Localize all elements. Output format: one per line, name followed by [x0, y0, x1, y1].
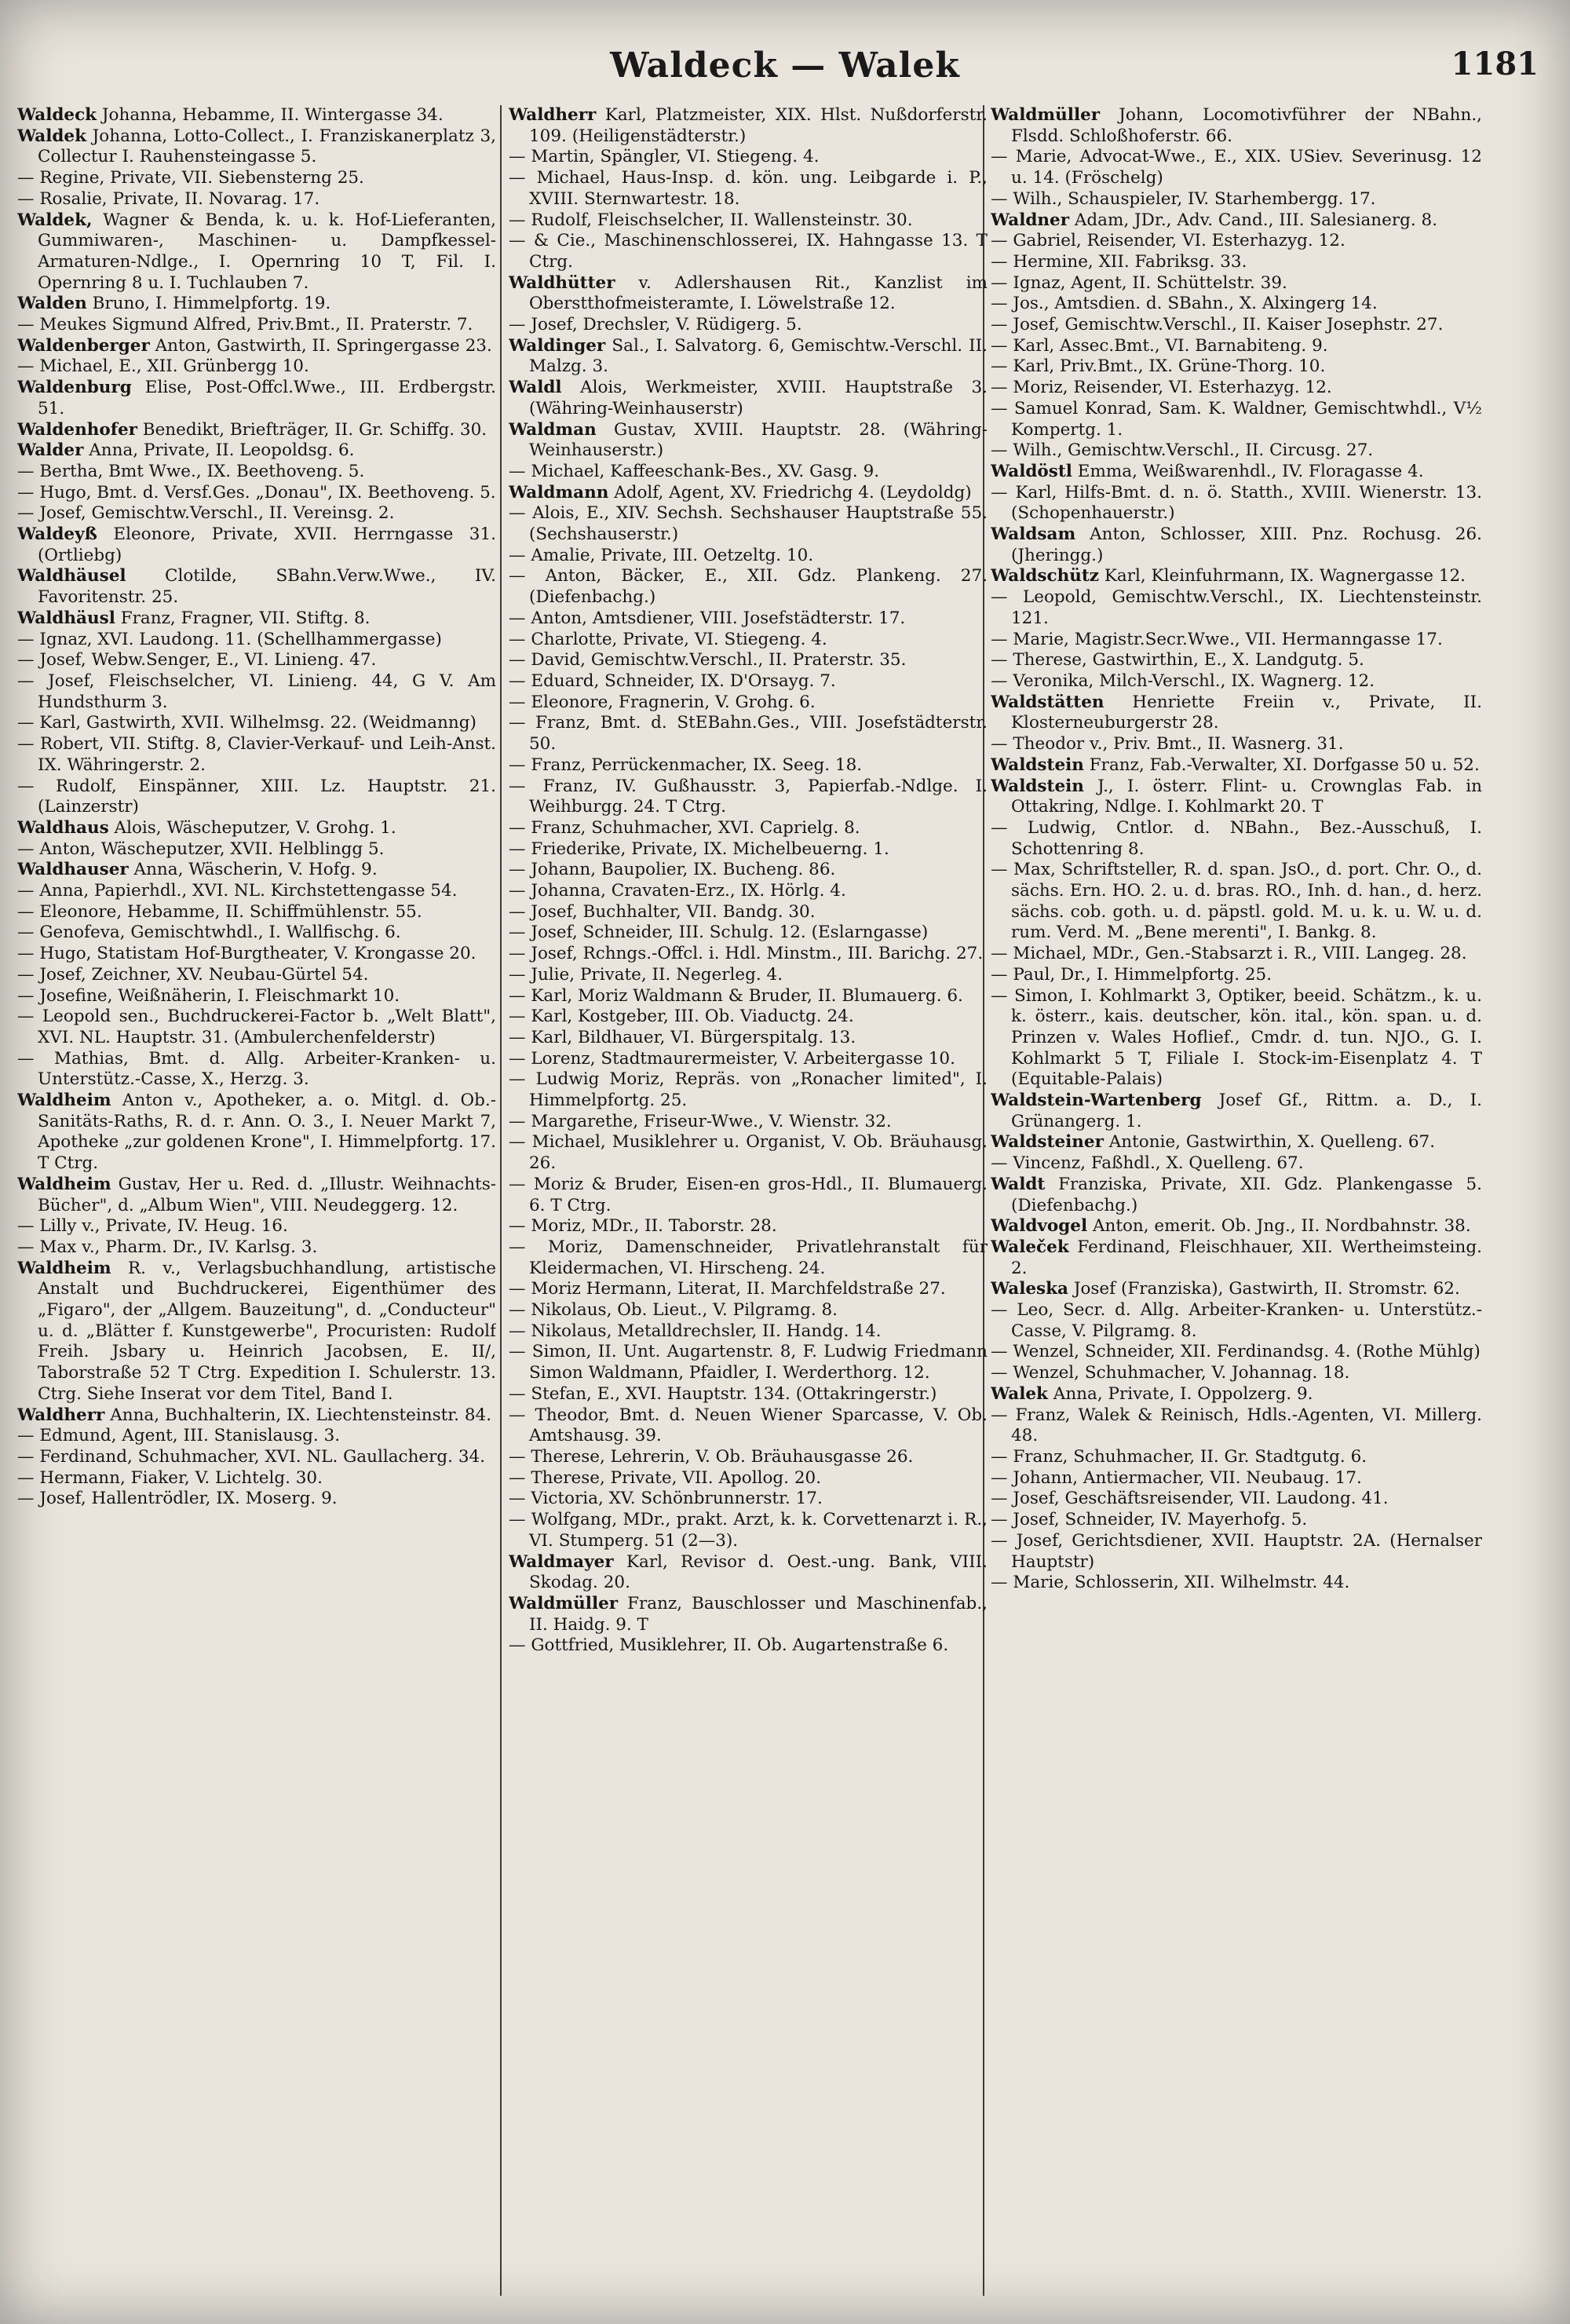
directory-entry: — Therese, Lehrerin, V. Ob. Bräuhausgasse 26.: [509, 1447, 914, 1467]
directory-entry: — Marie, Schlosserin, XII. Wilhelmstr. 44.: [991, 1573, 1350, 1593]
directory-entry: — Julie, Private, II. Negerleg. 4.: [509, 964, 783, 985]
directory-entry: Waldhauser Anna, Wäscherin, V. Hofg. 9.: [17, 860, 378, 880]
directory-entry: — Franz, Bmt. d. StEBahn.Ges., VIII. Josefstädterstr. 50.: [509, 713, 988, 755]
directory-entry: — Franz, IV. Gußhausstr. 3, Papierfab.-Ndlge. I. Weihburgg. 24. T Ctrg.: [509, 776, 988, 817]
directory-entry: — David, Gemischtw.Verschl., II. Praterstr. 35.: [509, 650, 907, 671]
directory-entry: — Johann, Antiermacher, VII. Neubaug. 17.: [991, 1467, 1362, 1488]
running-head: Waldeck — Walek: [610, 46, 960, 86]
directory-entry: — Marie, Advocat-Wwe., E., XIX. USiev. Severinusg. 12 u. 14. (Fröschelg): [991, 147, 1482, 188]
directory-entry: — Eleonore, Fragnerin, V. Grohg. 6.: [509, 692, 816, 712]
directory-entry: — Josef, Rchngs.-Offcl. i. Hdl. Minstm., III. Barichg. 27.: [509, 944, 984, 964]
directory-entry: — Moriz, Damenschneider, Privatlehranstalt für Kleidermachen, VI. Hirscheng. 24.: [509, 1237, 988, 1278]
directory-entry: — Josef, Gemischtw.Verschl., II. Vereinsg. 2.: [17, 503, 395, 524]
directory-entry: Waldeck Johanna, Hebamme, II. Wintergasse 34.: [17, 105, 444, 125]
directory-entry: — Anton, Bäcker, E., XII. Gdz. Plankeng. 27. (Diefenbachg.): [509, 566, 988, 608]
directory-entry: — Max, Schriftsteller, R. d. span. JsO., d. port. Chr. O., d. sächs. Ern. HO. 2. u. d. bras. RO., Inh. d. han., d. herz. sächs. cob. goth. u. d. päpstl. gold. M. u. k. u. W. u. d. rum. Verd. M. „Bene merenti", I. Bankg. 8.: [991, 860, 1482, 943]
directory-entry: Waldheim Gustav, Her u. Red. d. „Illustr. Weihnachts-Bücher", d. „Album Wien", VIII. Neudeggerg. 12.: [17, 1174, 496, 1215]
directory-entry: — Alois, E., XIV. Sechsh. Sechshauser Hauptstraße 55. (Sechshauserstr.): [509, 503, 988, 545]
directory-entry: — Ferdinand, Schuhmacher, XVI. NL. Gaullacherg. 34.: [17, 1447, 486, 1467]
directory-entry: — Jos., Amtsdien. d. SBahn., X. Alxingerg 14.: [991, 294, 1378, 314]
directory-entry: — Franz, Walek & Reinisch, Hdls.-Agenten, VI. Millerg. 48.: [991, 1405, 1482, 1446]
directory-entry: — Eduard, Schneider, IX. D'Orsayg. 7.: [509, 671, 836, 691]
directory-entry: — Moriz Hermann, Literat, II. Marchfeldstraße 27.: [509, 1279, 946, 1299]
directory-entry: — Bertha, Bmt Wwe., IX. Beethoveng. 5.: [17, 461, 365, 481]
directory-entry: — Gottfried, Musiklehrer, II. Ob. Augartenstraße 6.: [509, 1635, 949, 1656]
directory-entry: — Josef, Buchhalter, VII. Bandg. 30.: [509, 901, 816, 922]
directory-entry: — Michael, Kaffeeschank-Bes., XV. Gasg. 9.: [509, 461, 880, 481]
directory-entry: — Lilly v., Private, IV. Heug. 16.: [17, 1216, 288, 1237]
directory-entry: — Ignaz, Agent, II. Schüttelstr. 39.: [991, 272, 1287, 293]
directory-entry: — Theodor, Bmt. d. Neuen Wiener Sparcasse, V. Ob. Amtshausg. 39.: [509, 1405, 988, 1446]
directory-entry: — Theodor v., Priv. Bmt., II. Wasnerg. 31.: [991, 734, 1344, 755]
directory-entry: — Samuel Konrad, Sam. K. Waldner, Gemischtwhdl., V½ Kompertg. 1.: [991, 398, 1482, 440]
directory-entry: — Karl, Bildhauer, VI. Bürgerspitalg. 13.: [509, 1027, 856, 1047]
directory-entry: Waldman Gustav, XVIII. Hauptstr. 28. (Währing-Weinhauserstr.): [509, 419, 988, 461]
directory-entry: Waldstätten Henriette Freiin v., Private, II. Klosterneuburgerstr 28.: [991, 692, 1482, 733]
column-2: [509, 105, 988, 2304]
directory-entry: — Michael, E., XII. Grünbergg 10.: [17, 356, 309, 377]
directory-entry: — Martin, Spängler, VI. Stiegeng. 4.: [509, 147, 820, 167]
directory-entry: — Josef, Drechsler, V. Rüdigerg. 5.: [509, 315, 802, 335]
directory-entry: — Friederike, Private, IX. Michelbeuerng. 1.: [509, 839, 889, 859]
directory-entry: — Robert, VII. Stiftg. 8, Clavier-Verkauf- und Leih-Anst. IX. Währingerstr. 2.: [17, 734, 496, 775]
directory-entry: — & Cie., Maschinenschlosserei, IX. Hahngasse 13. T Ctrg.: [509, 231, 988, 272]
directory-entry: — Karl, Assec.Bmt., VI. Barnabiteng. 9.: [991, 335, 1328, 356]
directory-entry: Waldeyß Eleonore, Private, XVII. Herrngasse 31. (Ortliebg): [17, 524, 496, 565]
directory-entry: — Rudolf, Fleischselcher, II. Wallensteinstr. 30.: [509, 210, 913, 230]
directory-entry: Waldvogel Anton, emerit. Ob. Jng., II. Nordbahnstr. 38.: [991, 1216, 1471, 1237]
page-header: [0, 46, 1570, 93]
directory-entry: — Josef, Gemischtw.Verschl., II. Kaiser Josephstr. 27.: [991, 315, 1444, 335]
directory-entry: — Josef, Webw.Senger, E., VI. Linieng. 47.: [17, 650, 377, 671]
directory-entry: — Wenzel, Schneider, XII. Ferdinandsg. 4. (Rothe Mühlg): [991, 1342, 1481, 1362]
directory-entry: — Wilh., Schauspieler, IV. Starhembergg. 17.: [991, 188, 1376, 209]
directory-entry: — Moriz, Reisender, VI. Esterhazyg. 12.: [991, 378, 1332, 398]
directory-entry: — Margarethe, Friseur-Wwe., V. Wienstr. 32.: [509, 1111, 892, 1131]
directory-entry: Walek Anna, Private, I. Oppolzerg. 9.: [991, 1383, 1313, 1404]
directory-entry: — Anton, Amtsdiener, VIII. Josefstädterstr. 17.: [509, 608, 906, 628]
directory-entry: — Josef, Zeichner, XV. Neubau-Gürtel 54.: [17, 964, 369, 985]
directory-entry: Waldhäusel Clotilde, SBahn.Verw.Wwe., IV. Favoritenstr. 25.: [17, 566, 496, 608]
directory-entry: — Therese, Gastwirthin, E., X. Landgutg. 5.: [991, 650, 1364, 671]
directory-entry: — Paul, Dr., I. Himmelpfortg. 25.: [991, 964, 1272, 985]
directory-entry: Waldl Alois, Werkmeister, XVIII. Hauptstraße 3. (Währing-Weinhauserstr): [509, 378, 988, 418]
directory-entry: Waleska Josef (Franziska), Gastwirth, II. Stromstr. 62.: [991, 1279, 1460, 1299]
directory-entry: — Wenzel, Schuhmacher, V. Johannag. 18.: [991, 1363, 1350, 1383]
directory-entry: — Leopold, Gemischtw.Verschl., IX. Liechtensteinstr. 121.: [991, 587, 1482, 628]
directory-entry: — Wolfgang, MDr., prakt. Arzt, k. k. Corvettenarzt i. R., VI. Stumperg. 51 (2—3).: [509, 1510, 988, 1551]
column-rule: [500, 105, 502, 2296]
directory-entry: Waldstein-Wartenberg Josef Gf., Rittm. a. D., I. Grünangerg. 1.: [991, 1091, 1482, 1131]
directory-entry: — Karl, Gastwirth, XVII. Wilhelmsg. 22. (Weidmanng): [17, 713, 476, 733]
directory-entry: Waldheim Anton v., Apotheker, a. o. Mitgl. d. Ob.-Sanitäts-Raths, R. d. r. Ann. O. 3., I. Neuer Markt 7, Apotheke „zur goldenen Krone", I. Himmelpfortg. 17. T Ctrg.: [17, 1091, 496, 1174]
directory-entry: — Karl, Moriz Waldmann & Bruder, II. Blumauerg. 6.: [509, 985, 963, 1006]
directory-entry: Waldmayer Karl, Revisor d. Oest.-ung. Bank, VIII. Skodag. 20.: [509, 1551, 988, 1593]
directory-entry: — Simon, I. Kohlmarkt 3, Optiker, beeid. Schätzm., k. u. k. österr., kais. deutscher, kön. ital., kön. span. u. d. Prinzen v. Wales Hoflief., Cmdr. d. tun. NJO., G. I. Kohlmarkt 5 T, Filiale I. Stock-im-Eisenplatz 4. T (Equitable-Palais): [991, 985, 1482, 1090]
directory-entry: Waldschütz Karl, Kleinfuhrmann, IX. Wagnergasse 12.: [991, 566, 1466, 586]
directory-entry: — Leopold sen., Buchdruckerei-Factor b. „Welt Blatt", XVI. NL. Hauptstr. 31. (Ambulerchenfelderstr): [17, 1007, 496, 1047]
directory-entry: Waldherr Karl, Platzmeister, XIX. Hlst. Nußdorferstr. 109. (Heiligenstädterstr.): [509, 105, 988, 146]
directory-entry: Waldmann Adolf, Agent, XV. Friedrichg 4. (Leydoldg): [509, 482, 972, 502]
directory-entry: — Michael, MDr., Gen.-Stabsarzt i. R., VIII. Langeg. 28.: [991, 944, 1467, 964]
directory-entry: — Eleonore, Hebamme, II. Schiffmühlenstr. 55.: [17, 901, 422, 922]
directory-entry: — Josef, Schneider, IV. Mayerhofg. 5.: [991, 1510, 1308, 1530]
directory-entry: Waldmüller Johann, Locomotivführer der NBahn., Flsdd. Schloßhoferstr. 66.: [991, 105, 1482, 146]
directory-entry: Waldinger Sal., I. Salvatorg. 6, Gemischtw.-Verschl. II. Malzg. 3.: [509, 335, 988, 377]
directory-entry: Waldmüller Franz, Bauschlosser und Maschinenfab., II. Haidg. 9. T: [509, 1593, 988, 1635]
directory-entry: — Max v., Pharm. Dr., IV. Karlsg. 3.: [17, 1237, 318, 1257]
directory-entry: — Meukes Sigmund Alfred, Priv.Bmt., II. Praterstr. 7.: [17, 315, 473, 335]
directory-entry: — Rudolf, Einspänner, XIII. Lz. Hauptstr. 21. (Lainzerstr): [17, 776, 496, 817]
directory-entry: Waldstein J., I. österr. Flint- u. Crownglas Fab. in Ottakring, Ndlge. I. Kohlmarkt 20. T: [991, 776, 1482, 817]
directory-entry: — Josef, Schneider, III. Schulg. 12. (Eslarngasse): [509, 923, 929, 943]
page-number: 1181: [1451, 46, 1539, 82]
directory-entry: Waldenberger Anton, Gastwirth, II. Springergasse 23.: [17, 335, 492, 356]
directory-entry: — Simon, II. Unt. Augartenstr. 8, F. Ludwig Friedmann Simon Waldmann, Pfaidler, I. Werderthorg. 12.: [509, 1342, 988, 1383]
directory-entry: — Karl, Kostgeber, III. Ob. Viaductg. 24.: [509, 1007, 854, 1027]
directory-entry: — Ludwig, Cntlor. d. NBahn., Bez.-Ausschuß, I. Schottenring 8.: [991, 817, 1482, 859]
column-3: [991, 105, 1482, 2304]
directory-entry: — Hermann, Fiaker, V. Lichtelg. 30.: [17, 1467, 323, 1488]
directory-entry: — Moriz, MDr., II. Taborstr. 28.: [509, 1216, 777, 1237]
directory-entry: — Genofeva, Gemischtwhdl., I. Wallfischg. 6.: [17, 923, 401, 943]
directory-entry: — Leo, Secr. d. Allg. Arbeiter-Kranken- u. Unterstütz.-Casse, V. Pilgramg. 8.: [991, 1300, 1482, 1341]
directory-entry: Waleček Ferdinand, Fleischhauer, XII. Wertheimsteing. 2.: [991, 1237, 1482, 1278]
directory-entry: — Josef, Fleischselcher, VI. Linieng. 44, G V. Am Hundsthurm 3.: [17, 671, 496, 712]
directory-entry: Waldenburg Elise, Post-Offcl.Wwe., III. Erdbergstr. 51.: [17, 378, 496, 418]
directory-entry: — Rosalie, Private, II. Novarag. 17.: [17, 188, 320, 209]
directory-entry: — Nikolaus, Ob. Lieut., V. Pilgramg. 8.: [509, 1300, 838, 1321]
directory-entry: — Hermine, XII. Fabriksg. 33.: [991, 251, 1247, 272]
directory-entry: — Ignaz, XVI. Laudong. 11. (Schellhammergasse): [17, 629, 442, 649]
directory-entry: Waldsam Anton, Schlosser, XIII. Pnz. Rochusg. 26. (Jheringg.): [991, 524, 1482, 565]
directory-entry: Waldt Franziska, Private, XII. Gdz. Plankengasse 5. (Diefenbachg.): [991, 1174, 1482, 1215]
directory-entry: Waldstein Franz, Fab.-Verwalter, XI. Dorfgasse 50 u. 52.: [991, 755, 1480, 775]
directory-entry: — Moriz & Bruder, Eisen-en gros-Hdl., II. Blumauerg. 6. T Ctrg.: [509, 1174, 988, 1215]
directory-entry: Waldöstl Emma, Weißwarenhdl., IV. Floragasse 4.: [991, 461, 1424, 481]
directory-entry: — Karl, Priv.Bmt., IX. Grüne-Thorg. 10.: [991, 356, 1326, 377]
directory-entry: — Franz, Schuhmacher, II. Gr. Stadtgutg. 6.: [991, 1447, 1367, 1467]
directory-entry: — Johann, Baupolier, IX. Bucheng. 86.: [509, 860, 836, 880]
directory-entry: — Hugo, Statistam Hof-Burgtheater, V. Krongasse 20.: [17, 944, 476, 964]
directory-entry: — Therese, Private, VII. Apollog. 20.: [509, 1467, 822, 1488]
directory-entry: Waldherr Anna, Buchhalterin, IX. Liechtensteinstr. 84.: [17, 1405, 492, 1425]
directory-entry: — Edmund, Agent, III. Stanislausg. 3.: [17, 1426, 341, 1446]
directory-entry: — Mathias, Bmt. d. Allg. Arbeiter-Kranken- u. Unterstütz.-Casse, X., Herzg. 3.: [17, 1048, 496, 1090]
directory-entry: Waldsteiner Antonie, Gastwirthin, X. Quelleng. 67.: [991, 1132, 1436, 1153]
directory-entry: — Michael, Haus-Insp. d. kön. ung. Leibgarde i. P., XVIII. Sternwartestr. 18.: [509, 168, 988, 209]
directory-entry: Waldek Johanna, Lotto-Collect., I. Franziskanerplatz 3, Collectur I. Rauhensteingasse 5.: [17, 126, 496, 167]
directory-entry: — Ludwig Moriz, Repräs. von „Ronacher limited", I. Himmelpfortg. 25.: [509, 1069, 988, 1111]
directory-entry: — Regine, Private, VII. Siebensterng 25.: [17, 168, 364, 188]
directory-entry: — Amalie, Private, III. Oetzeltg. 10.: [509, 545, 814, 565]
directory-entry: Waldhäusl Franz, Fragner, VII. Stiftg. 8.: [17, 608, 371, 628]
directory-entry: Waldner Adam, JDr., Adv. Cand., III. Salesianerg. 8.: [991, 210, 1438, 230]
directory-entry: Waldek, Wagner & Benda, k. u. k. Hof-Lieferanten, Gummiwaren-, Maschinen- u. Dampfkessel-Armaturen-Ndlge., I. Opernring 10 T, Fil. I. Opernring 8 u. I. Tuchlauben 7.: [17, 210, 496, 293]
directory-entry: — Josefine, Weißnäherin, I. Fleischmarkt 10.: [17, 985, 400, 1006]
directory-entry: — Charlotte, Private, VI. Stiegeng. 4.: [509, 629, 827, 649]
directory-entry: — Wilh., Gemischtw.Verschl., II. Circusg. 27.: [991, 440, 1374, 461]
directory-entry: — Karl, Hilfs-Bmt. d. n. ö. Statth., XVIII. Wienerstr. 13. (Schopenhauerstr.): [991, 482, 1482, 524]
column-1: [17, 105, 496, 2304]
directory-entry: Waldhütter v. Adlershausen Rit., Kanzlist im Oberstthofmeisteramte, I. Löwelstraße 12.: [509, 272, 988, 314]
directory-entry: — Michael, Musiklehrer u. Organist, V. Ob. Bräuhausg. 26.: [509, 1132, 988, 1174]
directory-entry: — Vincenz, Faßhdl., X. Quelleng. 67.: [991, 1153, 1304, 1174]
directory-entry: — Stefan, E., XVI. Hauptstr. 134. (Ottakringerstr.): [509, 1383, 937, 1404]
directory-entry: Waldheim R. v., Verlagsbuchhandlung, artistische Anstalt und Buchdruckerei, Eigenthümer des „Figaro", der „Allgem. Bauzeitung", d. „Conducteur" u. d. „Blätter f. Kunstgewerbe", Procuristen: Rudolf Freih. Jsbary u. Heinrich Jacobsen, E. II/, Taborstraße 52 T Ctrg. Expedition I. Schulerstr. 13. Ctrg. Siehe Inserat vor dem Titel, Band I.: [17, 1258, 496, 1404]
directory-entry: — Franz, Schuhmacher, XVI. Caprielg. 8.: [509, 817, 860, 838]
directory-entry: — Anton, Wäscheputzer, XVII. Helblingg 5.: [17, 839, 385, 859]
directory-entry: — Franz, Perrückenmacher, IX. Seeg. 18.: [509, 755, 863, 775]
directory-entry: — Josef, Geschäftsreisender, VII. Laudong. 41.: [991, 1489, 1389, 1509]
directory-entry: Waldhaus Alois, Wäscheputzer, V. Grohg. 1.: [17, 817, 396, 838]
directory-entry: — Johanna, Cravaten-Erz., IX. Hörlg. 4.: [509, 881, 846, 901]
directory-entry: — Josef, Hallentrödler, IX. Moserg. 9.: [17, 1489, 338, 1509]
directory-entry: — Anna, Papierhdl., XVI. NL. Kirchstettengasse 54.: [17, 881, 458, 901]
directory-entry: — Josef, Gerichtsdiener, XVII. Hauptstr. 2A. (Hernalser Hauptstr): [991, 1530, 1482, 1572]
directory-entry: Walden Bruno, I. Himmelpfortg. 19.: [17, 294, 331, 314]
directory-entry: — Hugo, Bmt. d. Versf.Ges. „Donau", IX. Beethoveng. 5.: [17, 482, 496, 502]
directory-entry: — Lorenz, Stadtmaurermeister, V. Arbeitergasse 10.: [509, 1048, 955, 1069]
directory-entry: — Marie, Magistr.Secr.Wwe., VII. Hermanngasse 17.: [991, 629, 1443, 649]
directory-entry: — Veronika, Milch-Verschl., IX. Wagnerg. 12.: [991, 671, 1375, 691]
directory-entry: Walder Anna, Private, II. Leopoldsg. 6.: [17, 440, 355, 461]
directory-entry: Waldenhofer Benedikt, Briefträger, II. Gr. Schiffg. 30.: [17, 419, 487, 440]
directory-entry: — Victoria, XV. Schönbrunnerstr. 17.: [509, 1489, 823, 1509]
directory-entry: — Nikolaus, Metalldrechsler, II. Handg. 14.: [509, 1321, 882, 1341]
directory-entry: — Gabriel, Reisender, VI. Esterhazyg. 12.: [991, 231, 1345, 251]
